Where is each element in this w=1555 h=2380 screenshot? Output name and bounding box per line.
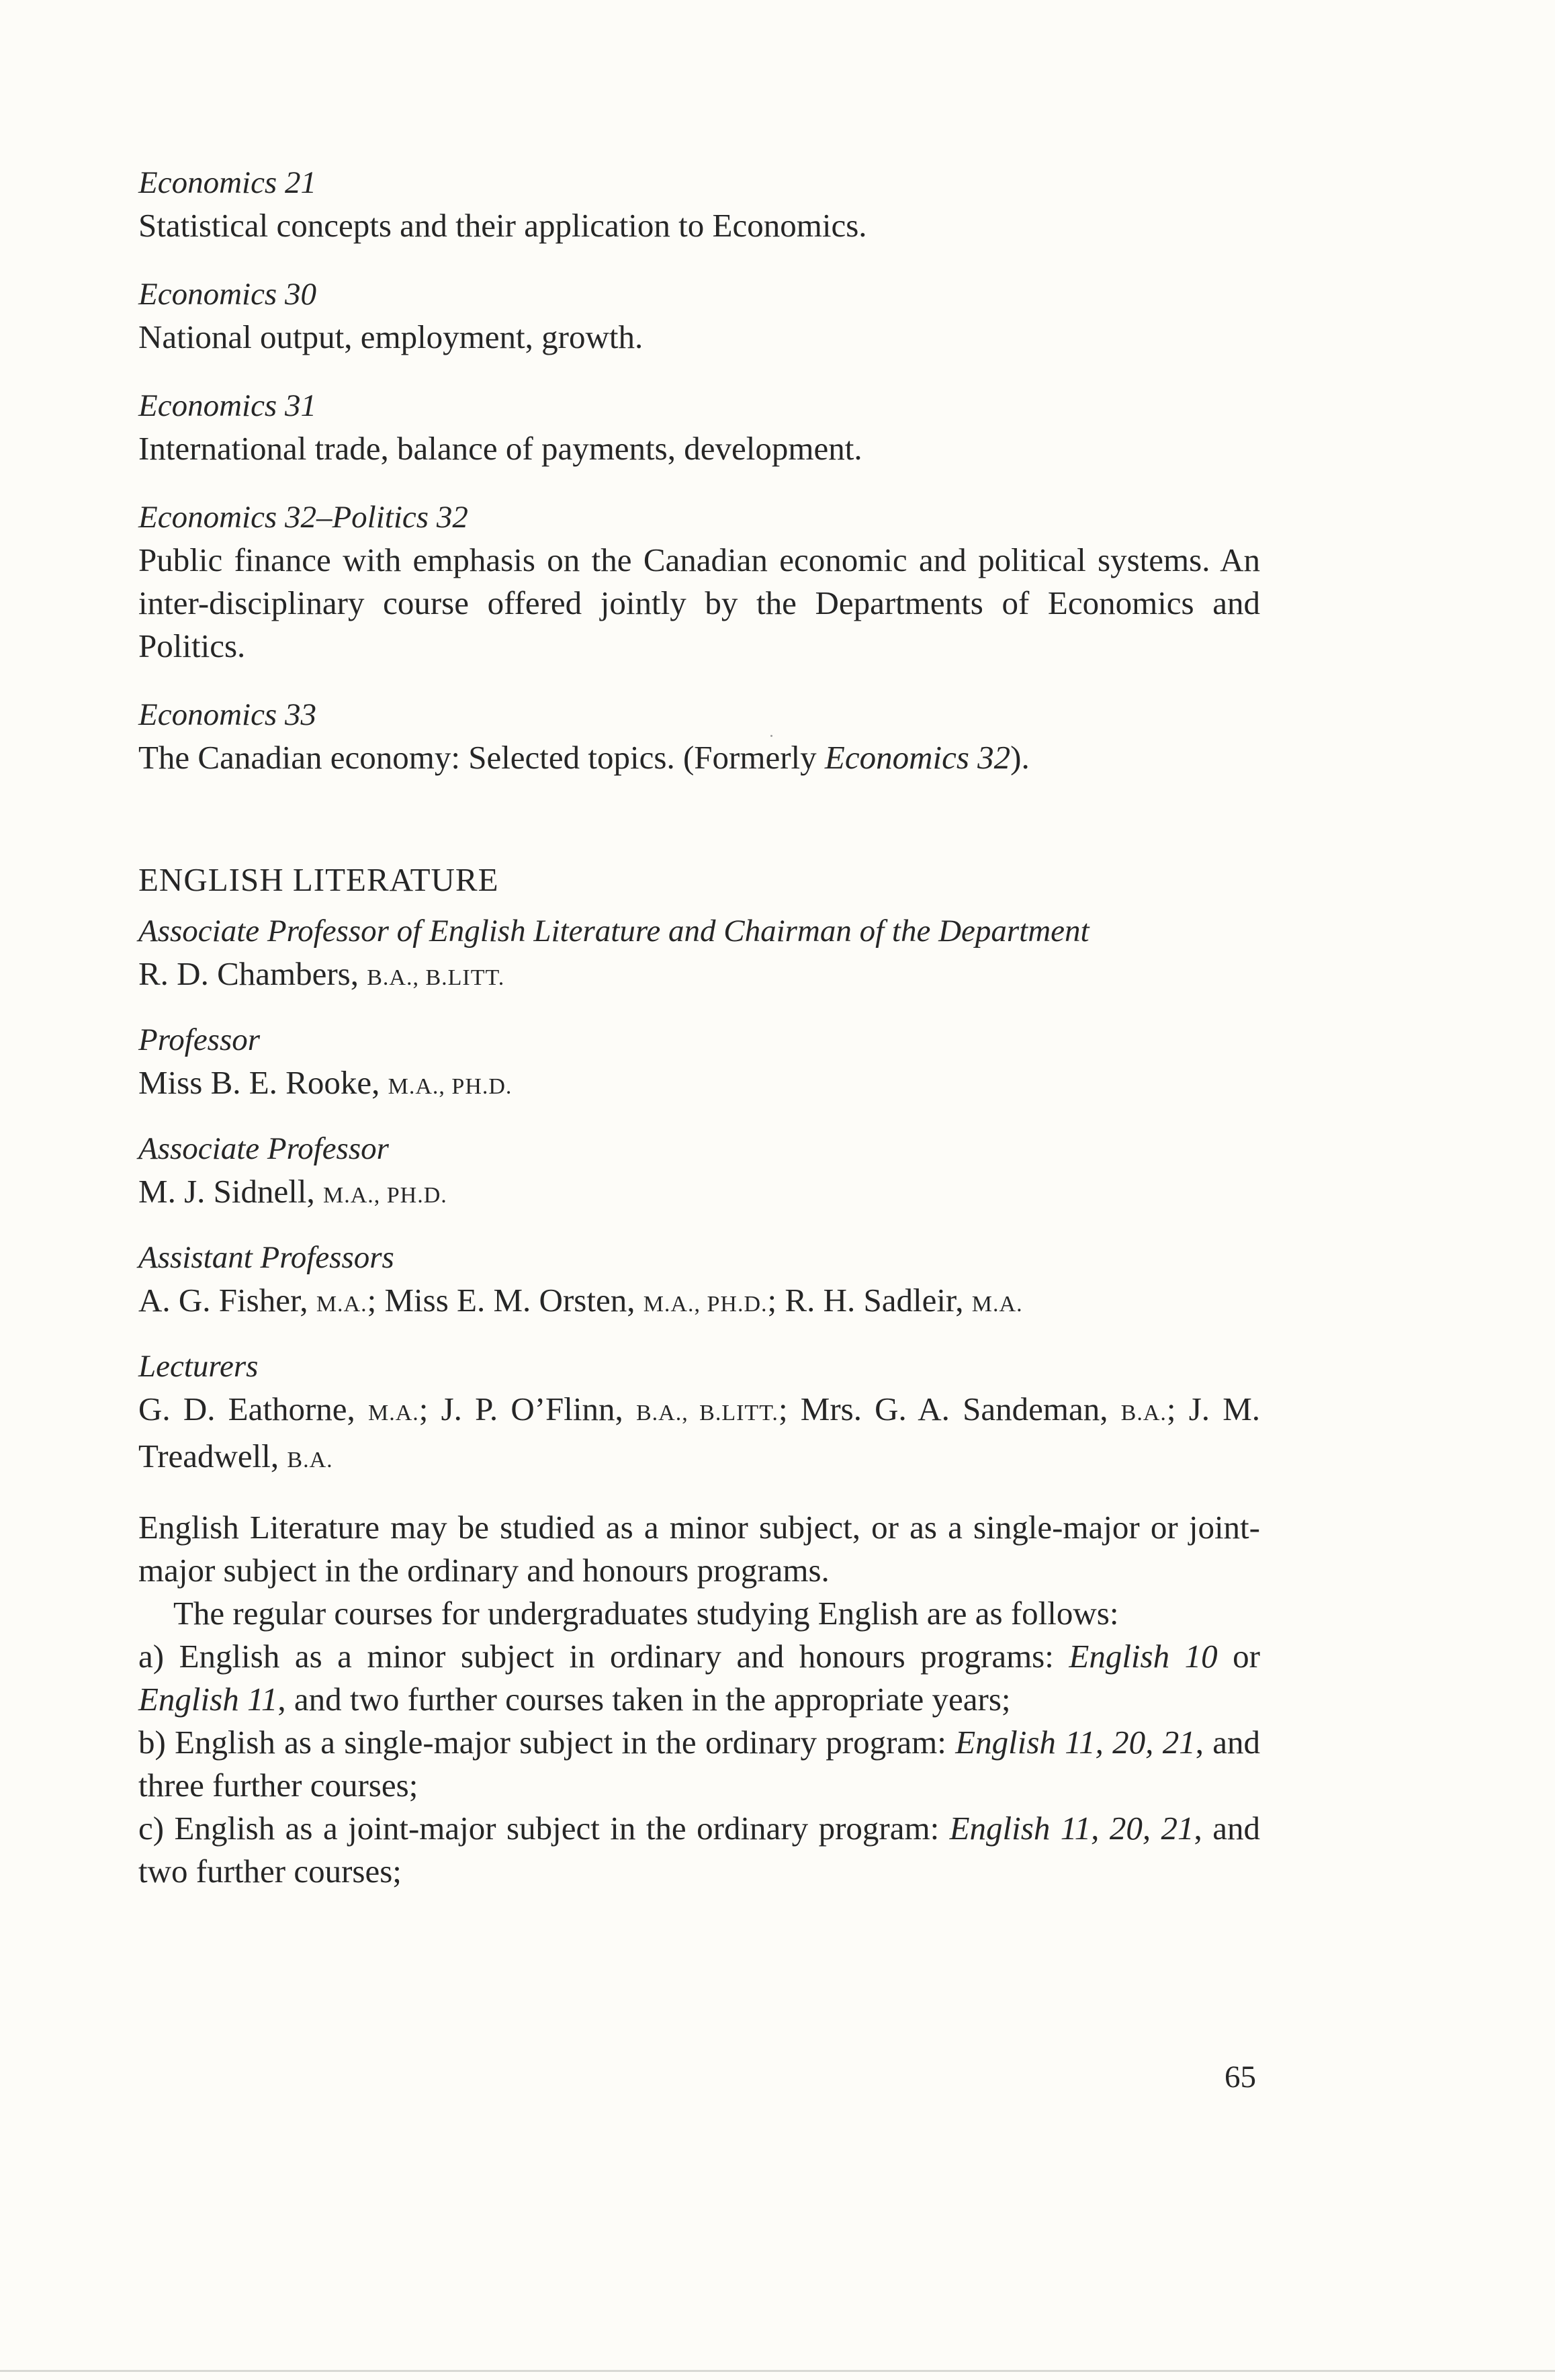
list-text: a) English as a minor subject in ordinary and honours programs:	[138, 1638, 1069, 1675]
staff-degrees: M.A.	[367, 1401, 419, 1425]
staff-name: R. D. Chambers,	[138, 955, 359, 992]
course-entry	[138, 693, 1260, 779]
course-reference: English 10	[1069, 1638, 1218, 1675]
staff-names	[138, 1279, 1260, 1326]
list-text: or	[1217, 1638, 1260, 1675]
staff-degrees: B.A., B.LITT.	[635, 1401, 779, 1425]
course-entry	[138, 273, 1260, 359]
staff-name: R. H. Sadleir,	[785, 1282, 964, 1319]
section-heading: ENGLISH LITERATURE	[138, 861, 499, 898]
staff-degrees: M.A., PH.D.	[388, 1074, 513, 1099]
staff-name: Mrs. G. A. Sandeman,	[800, 1391, 1108, 1427]
staff-degrees: M.A., PH.D.	[322, 1183, 447, 1208]
list-item-b	[138, 1721, 1260, 1807]
list-text: , and two further courses;	[138, 1810, 1260, 1890]
staff-role: Assistant Professors	[138, 1240, 394, 1275]
page-number: 65	[1225, 2060, 1256, 2095]
list-text: , and two further courses taken in the appropriate years;	[277, 1681, 1011, 1718]
staff-name: A. G. Fisher,	[138, 1282, 308, 1319]
course-description-text: ).	[1010, 739, 1030, 776]
staff-degrees: B.A.	[1120, 1401, 1167, 1425]
course-entry	[138, 384, 1260, 470]
course-reference: English 11, 20, 21	[955, 1724, 1196, 1761]
name-separator: ;	[778, 1391, 801, 1427]
staff-name: J. M. Treadwell,	[138, 1391, 1261, 1474]
staff-degrees: M.A.	[971, 1292, 1023, 1317]
page-bottom-edge	[0, 2370, 1555, 2372]
staff-assistant-professors	[138, 1236, 1260, 1326]
staff-associate-professor	[138, 1127, 1260, 1217]
course-reference: English 11	[138, 1681, 278, 1718]
name-separator: ;	[1166, 1391, 1189, 1427]
staff-role: Associate Professor of English Literature and Chairman of the Department	[138, 914, 1090, 949]
course-title: Economics 21	[138, 165, 316, 200]
staff-names	[138, 1170, 1260, 1217]
staff-names	[138, 1388, 1260, 1482]
staff-professor	[138, 1018, 1260, 1108]
list-text: b) English as a single-major subject in the ordinary program:	[138, 1724, 956, 1761]
staff-role: Associate Professor	[138, 1131, 389, 1166]
staff-chair	[138, 910, 1260, 1000]
staff-name: Miss B. E. Rooke,	[138, 1064, 380, 1101]
staff-degrees: M.A.	[316, 1292, 367, 1317]
list-item-a	[138, 1635, 1260, 1721]
staff-name: J. P. O’Flinn,	[441, 1391, 623, 1427]
course-title: Economics 33	[138, 697, 316, 732]
list-text: c) English as a joint-major subject in the ordinary program:	[138, 1810, 950, 1847]
course-description: International trade, balance of payments, development.	[138, 430, 862, 467]
course-reference: Economics 32	[824, 739, 1011, 776]
staff-role: Professor	[138, 1022, 261, 1057]
staff-degrees: M.A., PH.D.	[643, 1292, 768, 1317]
list-item-c	[138, 1807, 1260, 1893]
course-description: Public finance with emphasis on the Canadian economic and political systems. An inter-disciplinary course offered jointly by the Departments of Economics and Politics.	[138, 541, 1260, 664]
staff-role: Lecturers	[138, 1349, 259, 1384]
staff-name: Miss E. M. Orsten,	[384, 1282, 635, 1319]
page-content	[138, 161, 1260, 1893]
staff-names	[138, 1061, 1260, 1108]
course-description-text: The Canadian economy: Selected topics. (Formerly	[138, 739, 825, 776]
staff-lecturers	[138, 1345, 1260, 1482]
course-description: Statistical concepts and their application to Economics.	[138, 207, 867, 244]
course-entry	[138, 496, 1260, 668]
course-description	[138, 736, 1260, 779]
list-text: , and three further courses;	[138, 1724, 1261, 1804]
intro-paragraph: English Literature may be studied as a minor subject, or as a single-major or joint-major subject in the ordinary and honours programs.	[138, 1509, 1260, 1589]
name-separator: ;	[367, 1282, 385, 1319]
staff-name: G. D. Eathorne,	[138, 1391, 355, 1427]
staff-name: M. J. Sidnell,	[138, 1173, 315, 1210]
course-description: National output, employment, growth.	[138, 318, 643, 355]
name-separator: ;	[418, 1391, 441, 1427]
staff-names	[138, 953, 1260, 1000]
course-title: Economics 32–Politics 32	[138, 500, 468, 535]
regular-courses-paragraph: The regular courses for undergraduates studying English are as follows:	[173, 1595, 1119, 1632]
course-title: Economics 30	[138, 277, 316, 312]
staff-degrees: B.A., B.LITT.	[367, 965, 505, 990]
course-reference: English 11, 20, 21	[949, 1810, 1194, 1847]
course-title: Economics 31	[138, 388, 316, 423]
paper-speck	[770, 735, 772, 737]
staff-degrees: B.A.	[287, 1448, 333, 1472]
course-entry	[138, 161, 1260, 247]
name-separator: ;	[767, 1282, 785, 1319]
